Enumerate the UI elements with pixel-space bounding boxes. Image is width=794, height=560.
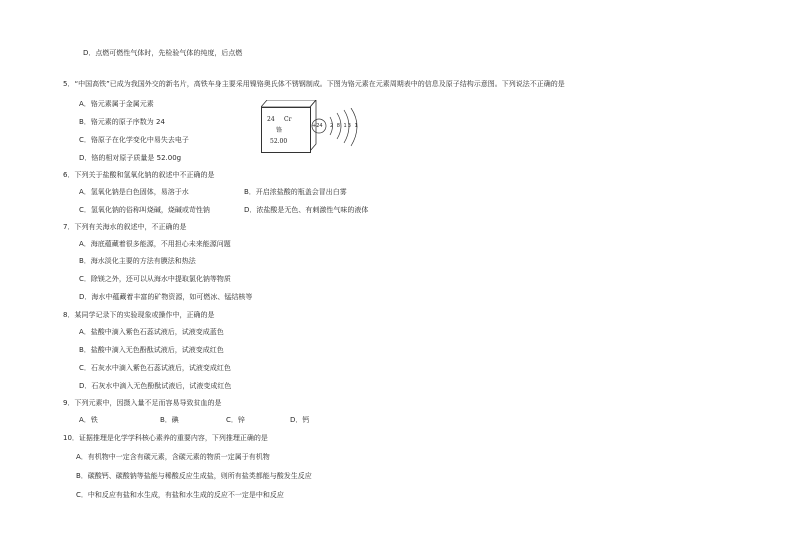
option-10c: C．中和反应有盐和水生成，有盐和水生成的反应不一定是中和反应: [76, 491, 284, 499]
element-symbol: Cr: [284, 116, 292, 123]
option-6b: B．开启浓盐酸的瓶盖会冒出白雾: [244, 188, 347, 196]
option-7a: A．海底蕴藏着很多能源，不用担心未来能源问题: [79, 240, 231, 248]
question-7: 7．下列有关海水的叙述中，不正确的是: [63, 223, 187, 231]
option-5b: B．铬元素的原子序数为 24: [79, 118, 165, 126]
option-8a: A．盐酸中滴入紫色石蕊试液后，试液变成蓝色: [79, 328, 224, 336]
option-8b: B．盐酸中滴入无色酚酞试液后，试液变成红色: [79, 346, 224, 354]
option-9c: C．锌: [226, 416, 245, 424]
nucleus-charge: +24: [312, 123, 323, 129]
option-5d: D．铬的相对原子质量是 52.00g: [79, 154, 182, 162]
option-7b: B．海水淡化主要的方法有膜法和热法: [79, 257, 196, 265]
option-10b: B．碳酸钙、碳酸钠等盐能与稀酸反应生成盐，则所有盐类都能与酸发生反应: [76, 472, 312, 480]
atomic-mass: 52.00: [270, 138, 288, 145]
option-5a: A．铬元素属于金属元素: [79, 100, 154, 108]
option-10a: A．有机物中一定含有碳元素，含碳元素的物质一定属于有机物: [76, 453, 270, 461]
option-6d: D．浓盐酸是无色、有刺激性气味的液体: [244, 206, 369, 214]
element-cell: [261, 107, 311, 153]
shell-electrons: 2 8 13 1: [330, 123, 359, 129]
option-8d: D．石灰水中滴入无色酚酞试液后，试液变成红色: [79, 382, 232, 390]
option-6c: C．氢氧化钠的俗称叫烧碱，烧碱或苛性钠: [79, 206, 210, 214]
question-6: 6．下列关于盐酸和氢氧化钠的叙述中不正确的是: [63, 171, 215, 179]
atomic-number: 24: [267, 116, 275, 123]
question-9: 9．下列元素中，因摄入量不足而容易导致贫血的是: [63, 399, 222, 407]
option-9d: D．钙: [290, 416, 310, 424]
question-5: 5．“中国高铁”已成为我国外交的新名片，高铁车身主要采用镍铬奥氏体不锈钢制成。下图为铬元素在元素周期表中的信息及原子结构示意图。下列说法不正确的是: [63, 80, 565, 88]
element-name: 铬: [276, 127, 283, 134]
option-5d-prev: D．点燃可燃性气体时，先检验气体的纯度，后点燃: [83, 49, 243, 57]
option-9a: A．铁: [79, 416, 98, 424]
question-10: 10．证据推理是化学学科核心素养的重要内容，下列推理正确的是: [63, 434, 268, 442]
option-7c: C．除镁之外，还可以从海水中提取氯化钠等物质: [79, 275, 231, 283]
option-5c: C．铬原子在化学变化中易失去电子: [79, 136, 189, 144]
option-7d: D．海水中蕴藏着丰富的矿物资源，如可燃冰、锰结核等: [79, 293, 253, 301]
option-8c: C．石灰水中滴入紫色石蕊试液后，试液变成红色: [79, 364, 231, 372]
option-9b: B．碘: [160, 416, 179, 424]
option-6a: A．氢氧化钠是白色固体，易溶于水: [79, 188, 189, 196]
question-8: 8．某同学记录下的实验现象或操作中，正确的是: [63, 311, 215, 319]
